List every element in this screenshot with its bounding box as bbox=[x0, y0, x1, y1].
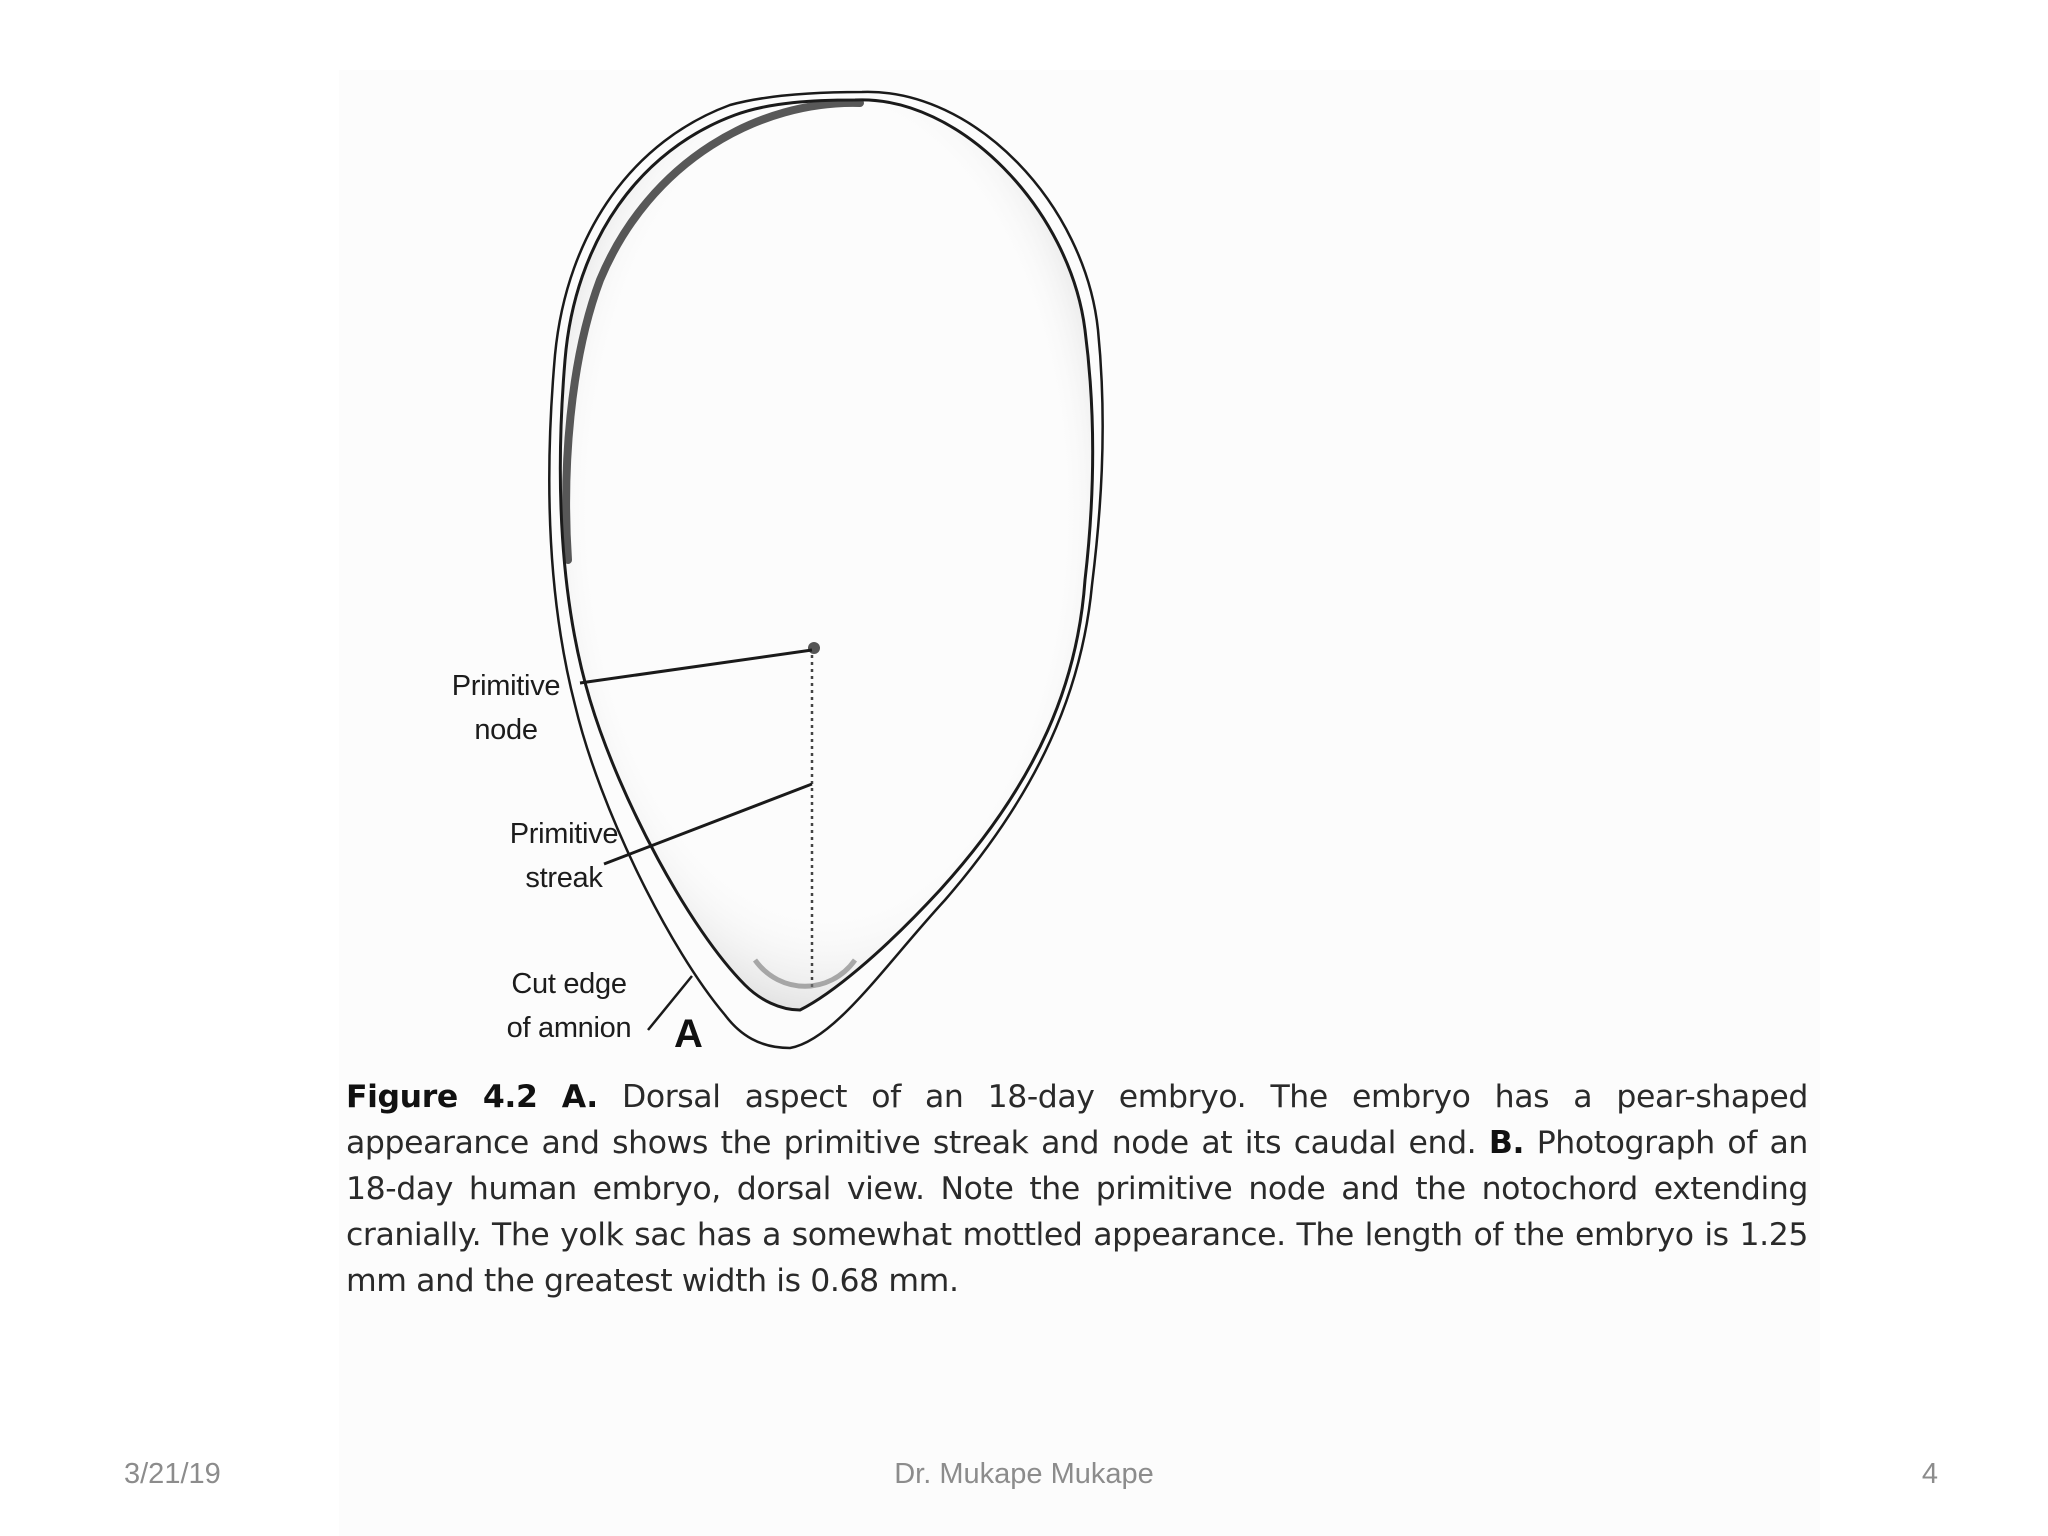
footer-page-number: 4 bbox=[1921, 1458, 1938, 1490]
caption-label-b: B. bbox=[1488, 1125, 1525, 1161]
caption-figure-number: Figure 4.2 bbox=[346, 1079, 538, 1115]
caption-label-a: A. bbox=[561, 1079, 598, 1115]
figure-caption bbox=[346, 1074, 1808, 1304]
label-cut-edge-line1: Cut edge bbox=[511, 968, 627, 1000]
label-primitive-node-line1: Primitive bbox=[451, 670, 561, 702]
panel-letter: A bbox=[674, 1012, 703, 1056]
label-primitive-node-line2: node bbox=[474, 714, 538, 746]
primitive-node bbox=[808, 642, 820, 654]
label-cut-edge-of-amnion bbox=[478, 962, 660, 1050]
label-cut-edge-line2: of amnion bbox=[506, 1012, 632, 1044]
caption-text-b: Photograph of an 18-day human embryo, dorsal view. Note the primitive node and the notochord extending cranially. The yolk sac has a somewhat mottled appearance. The length of the embryo is 1.25 mm and the greatest width is 0.68 mm. bbox=[346, 1125, 1808, 1299]
footer-date: 3/21/19 bbox=[124, 1458, 221, 1490]
label-primitive-streak bbox=[478, 812, 650, 900]
label-primitive-node bbox=[420, 664, 592, 752]
label-primitive-streak-line1: Primitive bbox=[509, 818, 619, 850]
label-primitive-streak-line2: streak bbox=[525, 862, 603, 894]
footer-author: Dr. Mukape Mukape bbox=[894, 1458, 1154, 1490]
caption-text-a: Dorsal aspect of an 18-day embryo. The embryo has a pear-shaped appearance and shows the primitive streak and node at its caudal end. bbox=[346, 1079, 1809, 1161]
